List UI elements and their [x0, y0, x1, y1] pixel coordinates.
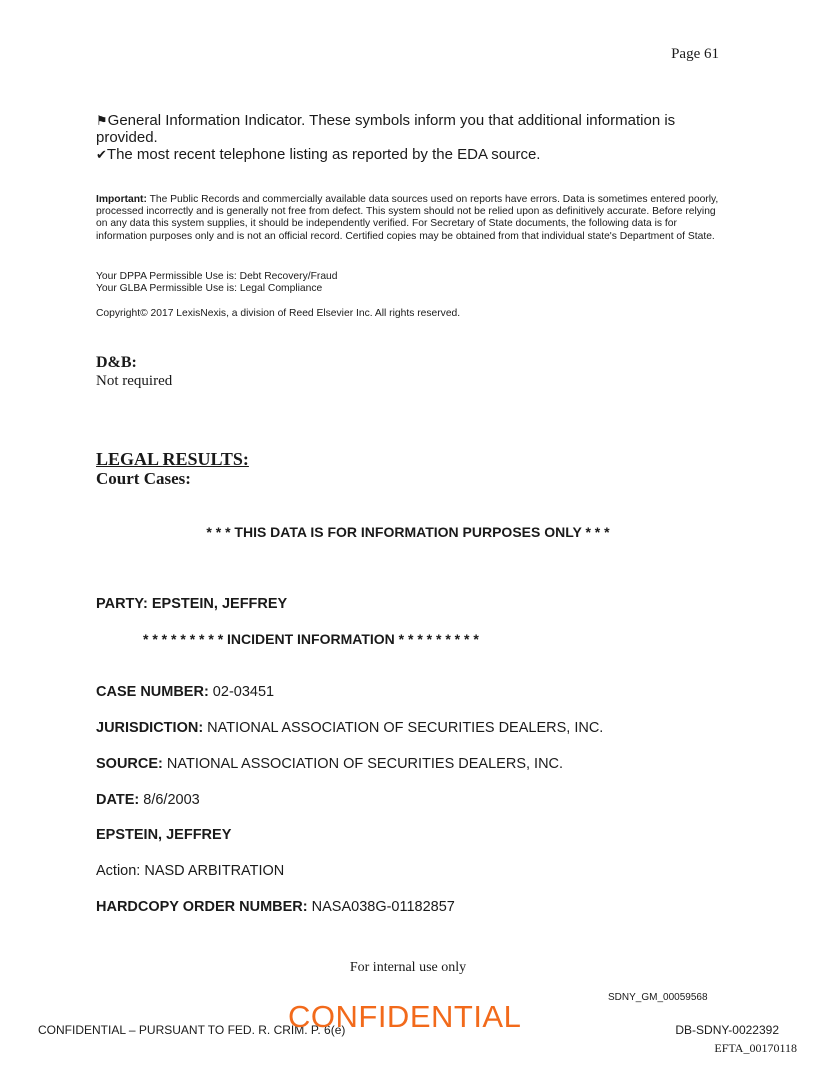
internal-use-notice: For internal use only: [349, 960, 467, 975]
flag-icon: ⚑: [96, 113, 108, 128]
copyright-notice: Copyright© 2017 LexisNexis, a division of Reed Elsevier Inc. All rights reserved.: [96, 308, 461, 319]
telephone-listing-text: The most recent telephone listing as reported by the EDA source.: [106, 146, 541, 163]
date-field: [96, 792, 200, 808]
case-number-value: 02-03451: [208, 684, 275, 700]
party-name-line: EPSTEIN, JEFFREY: [96, 827, 232, 843]
efta-number: EFTA_00170118: [714, 1041, 797, 1055]
db-value: Not required: [96, 373, 173, 389]
confidential-pursuant-notice: CONFIDENTIAL – PURSUANT TO FED. R. CRIM. P. 6(e): [38, 1023, 346, 1037]
telephone-listing-line: [96, 146, 726, 163]
bates-number-db-sdny: DB-SDNY-0022392: [675, 1023, 779, 1037]
confidential-stamp: CONFIDENTIAL: [288, 999, 522, 1034]
date-label: DATE:: [96, 792, 140, 808]
bates-number-sdny-gm: SDNY_GM_00059568: [608, 992, 708, 1003]
source-field: [96, 756, 563, 772]
checkmark-icon: ✔: [96, 147, 107, 162]
symbol-legend: [96, 112, 726, 163]
source-value: NATIONAL ASSOCIATION OF SECURITIES DEALERS, INC.: [162, 756, 564, 772]
legal-results-heading: LEGAL RESULTS:: [96, 449, 249, 469]
jurisdiction-label: JURISDICTION:: [96, 720, 204, 736]
hardcopy-order-field: [96, 899, 455, 915]
incident-information-header: * * * * * * * * * INCIDENT INFORMATION * * * * * * * * *: [143, 631, 479, 647]
case-number-field: [96, 684, 274, 700]
hardcopy-order-label: HARDCOPY ORDER NUMBER:: [96, 899, 308, 915]
jurisdiction-value: NATIONAL ASSOCIATION OF SECURITIES DEALERS, INC.: [203, 720, 604, 736]
general-information-line: [96, 112, 726, 146]
party-value: EPSTEIN, JEFFREY: [147, 596, 288, 612]
information-purposes-disclaimer: * * * THIS DATA IS FOR INFORMATION PURPOSES ONLY * * *: [206, 524, 610, 540]
court-cases-heading: Court Cases:: [96, 469, 191, 488]
permissible-use: [96, 271, 338, 295]
party-label: PARTY:: [96, 596, 148, 612]
case-number-label: CASE NUMBER:: [96, 684, 209, 700]
db-heading: D&B:: [96, 354, 137, 371]
important-label: Important:: [96, 194, 147, 205]
important-notice: [96, 194, 724, 243]
dppa-permissible-use: Your DPPA Permissible Use is: Debt Recovery/Fraud: [96, 271, 338, 282]
glba-permissible-use: Your GLBA Permissible Use is: Legal Compliance: [96, 283, 323, 295]
action-field: Action: NASD ARBITRATION: [96, 863, 285, 879]
party-field: [96, 596, 287, 612]
general-information-text: General Information Indicator. These symbols inform you that additional information is provided.: [96, 112, 676, 146]
hardcopy-order-value: NASA038G-01182857: [307, 899, 455, 915]
page-number: Page 61: [671, 46, 719, 62]
important-text: The Public Records and commercially available data sources used on reports have errors. Data is sometimes entered poorly, processed incorrectly and is generally not free from defect. This system should not be relied upon as definitively accurate. Before relying on any data this system supplies, it should be independently verified. For Secretary of State documents, the following data is for information purposes only and is not an official record. Certified copies may be obtained from that individual state's Department of State.: [96, 194, 719, 242]
date-value: 8/6/2003: [139, 792, 200, 808]
source-label: SOURCE:: [96, 756, 163, 772]
jurisdiction-field: [96, 720, 603, 736]
